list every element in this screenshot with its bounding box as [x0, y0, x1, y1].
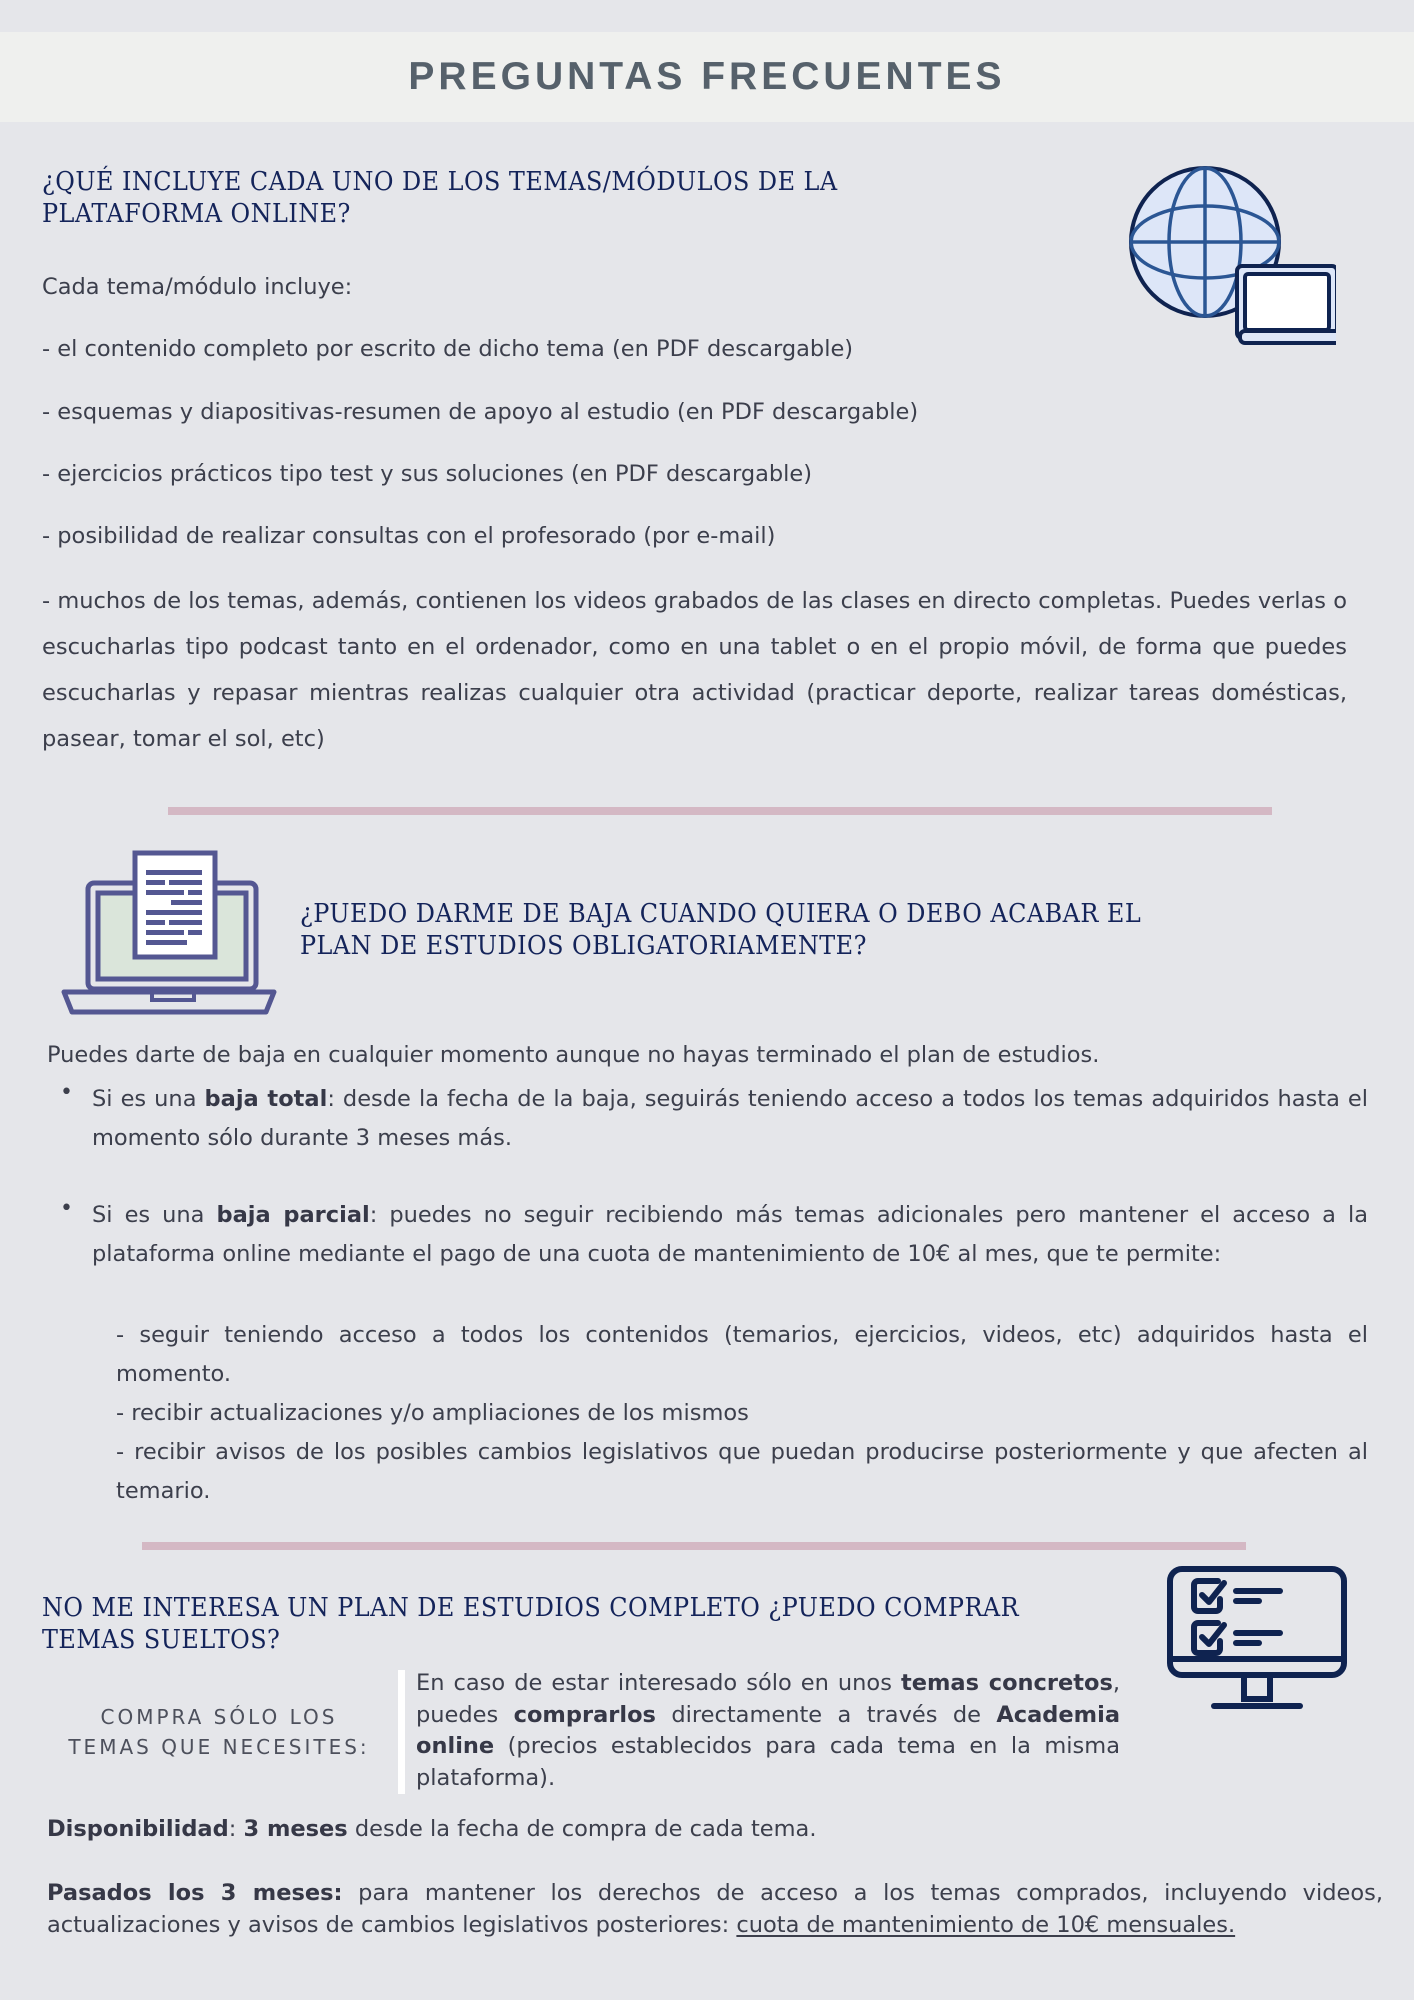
- question-2-line-2: PLAN DE ESTUDIOS OBLIGATORIAMENTE?: [300, 931, 867, 961]
- page-title: PREGUNTAS FRECUENTES: [408, 55, 1006, 98]
- question-1-title: [42, 166, 838, 230]
- compra-label-line-2: TEMAS QUE NECESITES:: [68, 1735, 370, 1759]
- question-3-line-1: NO ME INTERESA UN PLAN DE ESTUDIOS COMPLETO ¿PUEDO COMPRAR: [42, 1593, 1020, 1623]
- compra-label: [46, 1702, 392, 1762]
- question-1-line-2: PLATAFORMA ONLINE?: [42, 199, 351, 229]
- compra-label-line-1: COMPRA SÓLO LOS: [100, 1705, 338, 1729]
- question-2-line-1: ¿PUEDO DARME DE BAJA CUANDO QUIERA O DEBO ACABAR EL: [300, 899, 1142, 929]
- sub-item: - recibir actualizaciones y/o ampliaciones de los mismos: [116, 1400, 749, 1426]
- after-three-months-paragraph: Pasados los 3 meses: para mantener los derechos de acceso a los temas comprados, incluyendo videos, actualizaciones y avisos de cambios legislativos posteriores: cuota de mantenimiento de 10€ mensuales.: [47, 1880, 1383, 1938]
- quote-bar: [398, 1670, 405, 1794]
- section-2-intro: Puedes darte de baja en cualquier momento aunque no hayas terminado el plan de estudios.: [47, 1042, 1100, 1068]
- sub-item: - seguir teniendo acceso a todos los contenidos (temarios, ejercicios, videos, etc) adquiridos hasta el momento.: [116, 1322, 1368, 1387]
- question-3-title: [42, 1592, 1019, 1656]
- sub-item: - recibir avisos de los posibles cambios legislativos que puedan producirse posteriormente y que afecten al temario.: [116, 1439, 1368, 1504]
- bullet-dot: •: [60, 1080, 73, 1105]
- bullet-baja-parcial-text: Si es una baja parcial: puedes no seguir recibiendo más temas adicionales pero mantener el acceso a la plataforma online mediante el pago de una cuota de mantenimiento de 10€ al mes, que te permite:: [92, 1202, 1368, 1267]
- monitor-checklist-icon: [1166, 1565, 1348, 1713]
- title-bar: [0, 32, 1414, 122]
- buy-topics-paragraph: En caso de estar interesado sólo en unos temas concretos, puedes comprarlos directamente a través de Academia online (precios establecidos para cada tema en la misma plataforma).: [416, 1670, 1121, 1791]
- section-1-intro: Cada tema/módulo incluye:: [42, 274, 353, 300]
- bullet-dot: •: [60, 1196, 73, 1221]
- divider: [168, 807, 1272, 815]
- section-1-item: - esquemas y diapositivas-resumen de apoyo al estudio (en PDF descargable): [42, 399, 919, 425]
- question-2-title: [300, 898, 1141, 962]
- divider: [142, 1542, 1246, 1550]
- laptop-document-icon: [58, 850, 280, 1018]
- section-1-item: - el contenido completo por escrito de dicho tema (en PDF descargable): [42, 336, 854, 362]
- question-3-line-2: TEMAS SUELTOS?: [42, 1625, 281, 1655]
- maintenance-fee-text: cuota de mantenimiento de 10€ mensuales.: [736, 1911, 1236, 1938]
- availability-line: Disponibilidad: 3 meses desde la fecha de compra de cada tema.: [47, 1816, 817, 1842]
- question-1-line-1: ¿QUÉ INCLUYE CADA UNO DE LOS TEMAS/MÓDULOS DE LA: [42, 167, 838, 197]
- globe-laptop-icon: [1128, 165, 1336, 345]
- section-1-item: - posibilidad de realizar consultas con el profesorado (por e-mail): [42, 523, 776, 549]
- section-1-videos-paragraph: - muchos de los temas, además, contienen los videos grabados de las clases en directo completas. Puedes verlas o escucharlas tipo podcast tanto en el ordenador, como en una tablet o en el propio móvil, de forma que puedes escucharlas y repasar mientras realizas cualquier otra actividad (practicar deporte, realizar tareas domésticas, pasear, tomar el sol, etc): [42, 588, 1347, 752]
- section-1-item: - ejercicios prácticos tipo test y sus soluciones (en PDF descargable): [42, 461, 813, 487]
- bullet-baja-total-text: Si es una baja total: desde la fecha de la baja, seguirás teniendo acceso a todos los temas adquiridos hasta el momento sólo durante 3 meses más.: [92, 1086, 1369, 1151]
